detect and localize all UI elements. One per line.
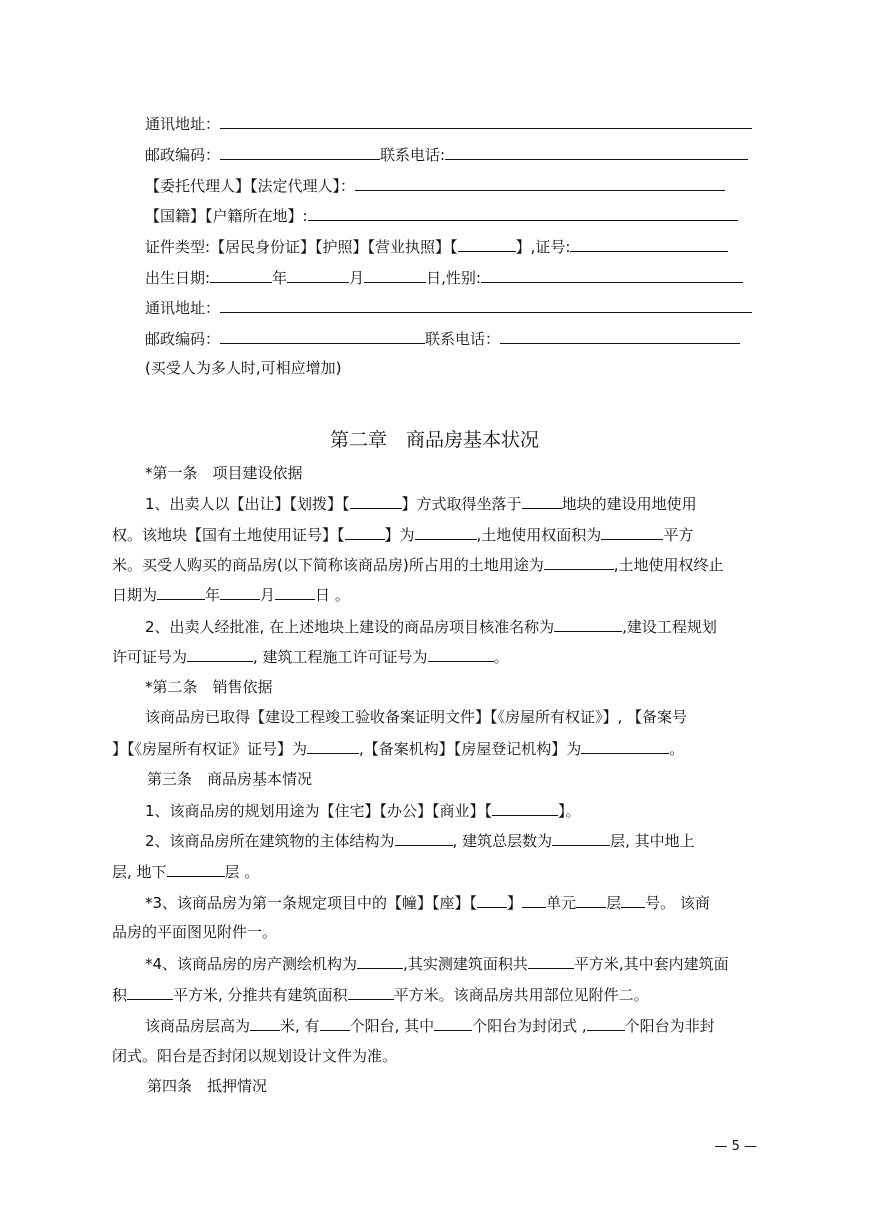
year-label: 年 (272, 269, 288, 287)
text: ,其实测建筑面积共 (403, 955, 528, 973)
nationality-field[interactable] (308, 205, 738, 221)
note-text: (买受人为多人时,可相应增加) (145, 359, 342, 377)
address-label: 通讯地址： (145, 115, 221, 133)
end-day-field[interactable] (275, 584, 315, 600)
record-agency-field[interactable] (581, 738, 669, 754)
text: 单元 (546, 894, 577, 912)
text: 2、该商品房所在建筑物的主体结构为 (145, 832, 395, 850)
text: 】【《房屋所有权证》证号】为 (112, 740, 308, 758)
text: *3、该商品房为第一条规定项目中的【幢】【座】【 (145, 894, 478, 912)
art3-p5-line1 (145, 1015, 715, 1037)
planning-permit-field[interactable] (187, 646, 253, 662)
postcode2-label: 邮政编码： (145, 330, 221, 348)
text: 月 (260, 586, 276, 604)
art3-p1 (145, 800, 581, 822)
measured-area-field[interactable] (528, 953, 574, 969)
text: 米。买受人购买的商品房(以下简称该商品房)所占用的土地用途为 (112, 556, 544, 574)
article-3-heading-text: 第三条 商品房基本情况 (147, 770, 313, 788)
art3-p3-line2 (112, 922, 277, 944)
article-2-heading-text: *第二条 销售依据 (145, 678, 273, 696)
text: 号。 该商 (645, 894, 710, 912)
text: 闭式。阳台是否封闭以规划设计文件为准。 (112, 1047, 398, 1065)
text: 该商品房已取得【建设工程竣工验收备案证明文件】【《房屋所有权证》】, 【备案号 (145, 708, 688, 726)
record-no-field[interactable] (307, 738, 359, 754)
art1-p2-line2 (112, 646, 509, 668)
article-1-heading-text: *第一条 项目建设依据 (145, 464, 303, 482)
floor-height-field[interactable] (250, 1015, 280, 1031)
art3-p5-line2 (112, 1046, 397, 1068)
project-name-field[interactable] (554, 616, 622, 632)
art1-p1-line2 (112, 524, 693, 546)
art3-p2-line1 (145, 830, 695, 852)
id-type-close: 】,证号: (515, 238, 571, 256)
text: 权。该地块【国有土地使用证号】【 (112, 526, 345, 544)
location-field[interactable] (522, 493, 562, 509)
total-floors-field[interactable] (552, 830, 610, 846)
postcode-phone-line (145, 144, 748, 166)
address2-field[interactable] (220, 297, 752, 313)
art1-p1-line4 (112, 584, 350, 606)
article-3-heading (147, 769, 312, 791)
land-area-field[interactable] (601, 524, 663, 540)
text: 层, 其中地上 (610, 832, 695, 850)
birth-label: 出生日期: (145, 269, 211, 287)
month-label: 月 (349, 269, 365, 287)
birth-day-field[interactable] (364, 267, 426, 283)
text: *4、该商品房的房产测绘机构为 (145, 955, 358, 973)
article-4-heading-text: 第四条 抵押情况 (147, 1077, 268, 1095)
art1-p1-line1 (145, 493, 697, 515)
text: ,土地使用权终止 (613, 556, 724, 574)
agent-label: 【委托代理人】【法定代理人】： (145, 177, 356, 195)
underground-floors-field[interactable] (167, 861, 225, 877)
text: 平方米,其中套内建筑面 (573, 955, 729, 973)
nationality-line (145, 205, 738, 227)
unit-no-field[interactable] (522, 892, 546, 908)
text: 2、出卖人经批准, 在上述地块上建设的商品房项目核准名称为 (145, 618, 555, 636)
text: 许可证号为 (112, 648, 188, 666)
art3-p3-line1 (145, 892, 710, 914)
art1-p1-line3 (112, 554, 724, 576)
text: 平方米。该商品房共用部位见附件二。 (393, 986, 649, 1004)
text: ,土地使用权面积为 (476, 526, 602, 544)
text: 该商品房层高为 (145, 1017, 251, 1035)
id-number-field[interactable] (570, 236, 728, 252)
gender-field[interactable] (481, 267, 743, 283)
id-type-label: 证件类型:【居民身份证】【护照】【营业执照】【 (145, 238, 458, 256)
birth-year-field[interactable] (210, 267, 272, 283)
text: 层 (606, 894, 622, 912)
agent-field[interactable] (355, 175, 725, 191)
text: 1、出卖人以【出让】【划拨】【 (145, 495, 350, 513)
balcony-count-field[interactable] (320, 1015, 350, 1031)
id-type-line (145, 236, 728, 258)
phone2-field[interactable] (500, 328, 740, 344)
text: , 建筑总层数为 (452, 832, 553, 850)
postcode2-phone2-line (145, 328, 740, 350)
survey-agency-field[interactable] (357, 953, 403, 969)
birth-month-field[interactable] (287, 267, 349, 283)
text: 平方米, 分推共有建筑面积 (173, 986, 348, 1004)
text: 平方 (663, 526, 694, 544)
text: 】方式取得坐落于 (401, 495, 522, 513)
text: 1、该商品房的规划用途为【住宅】【办公】【商业】【 (145, 802, 493, 820)
end-month-field[interactable] (220, 584, 260, 600)
end-year-field[interactable] (157, 584, 205, 600)
phone-label: 联系电话: (380, 146, 446, 164)
floor-no-field[interactable] (576, 892, 606, 908)
text: 积 (112, 986, 128, 1004)
text: , 建筑工程施工许可证号为 (253, 648, 428, 666)
text: 个阳台, 其中 (349, 1017, 435, 1035)
nationality-label: 【国籍】【户籍所在地】: (145, 207, 308, 225)
text: 层 。 (224, 863, 260, 881)
text: 年 (205, 586, 221, 604)
day-gender-label: 日,性别: (426, 269, 481, 287)
id-type-field[interactable] (458, 236, 516, 252)
art1-p2-line1 (145, 616, 717, 638)
text: 层, 地下 (112, 863, 167, 881)
phone-field[interactable] (445, 144, 748, 160)
shared-area-field[interactable] (348, 984, 394, 1000)
land-method-field[interactable] (350, 493, 402, 509)
text: 。 (669, 740, 685, 758)
text: 】为 (384, 526, 415, 544)
text: 地块的建设用地使用 (561, 495, 697, 513)
construction-permit-field[interactable] (428, 646, 494, 662)
closed-balcony-field[interactable] (434, 1015, 472, 1031)
art3-p4-line1 (145, 953, 729, 975)
phone2-label: 联系电话： (425, 330, 501, 348)
birth-line (145, 267, 743, 289)
address2-label: 通讯地址： (145, 299, 221, 317)
text: 个阳台为非封 (624, 1017, 715, 1035)
postcode2-field[interactable] (220, 328, 425, 344)
text: 米, 有 (280, 1017, 320, 1035)
text: 。 (493, 648, 509, 666)
art3-p2-line2 (112, 861, 259, 883)
text: 品房的平面图见附件一。 (112, 923, 278, 941)
art3-p4-line2 (112, 984, 649, 1006)
address-field[interactable] (220, 113, 752, 129)
text: ,建设工程规划 (622, 618, 717, 636)
open-balcony-field[interactable] (587, 1015, 625, 1031)
address2-line (145, 297, 752, 319)
planned-use-field[interactable] (492, 800, 558, 816)
page-number: — 5 — (714, 1139, 757, 1154)
building-no-field[interactable] (477, 892, 507, 908)
text: 】 (507, 894, 523, 912)
article-4-heading (147, 1076, 267, 1098)
agent-line (145, 175, 725, 197)
inner-area-field[interactable] (127, 984, 173, 1000)
text: 日期为 (112, 586, 158, 604)
article-1-heading (145, 463, 303, 485)
structure-field[interactable] (395, 830, 453, 846)
article-2-heading (145, 677, 273, 699)
chapter-title: 第二章 商品房基本状况 (329, 429, 539, 451)
art2-p1-line1 (145, 707, 687, 729)
text: 】。 (558, 802, 581, 820)
land-use-field[interactable] (544, 554, 614, 570)
postcode-label: 邮政编码： (145, 146, 221, 164)
address-line (145, 113, 752, 135)
postcode-field[interactable] (220, 144, 380, 160)
text: 日 。 (315, 586, 350, 604)
room-no-field[interactable] (621, 892, 645, 908)
text: 个阳台为封闭式 , (472, 1017, 587, 1035)
art2-p1-line2 (112, 738, 684, 760)
land-cert-no-field[interactable] (415, 524, 477, 540)
text: ,【备案机构】【房屋登记机构】为 (359, 740, 582, 758)
land-cert-type-field[interactable] (345, 524, 385, 540)
multi-buyer-note (145, 358, 341, 380)
